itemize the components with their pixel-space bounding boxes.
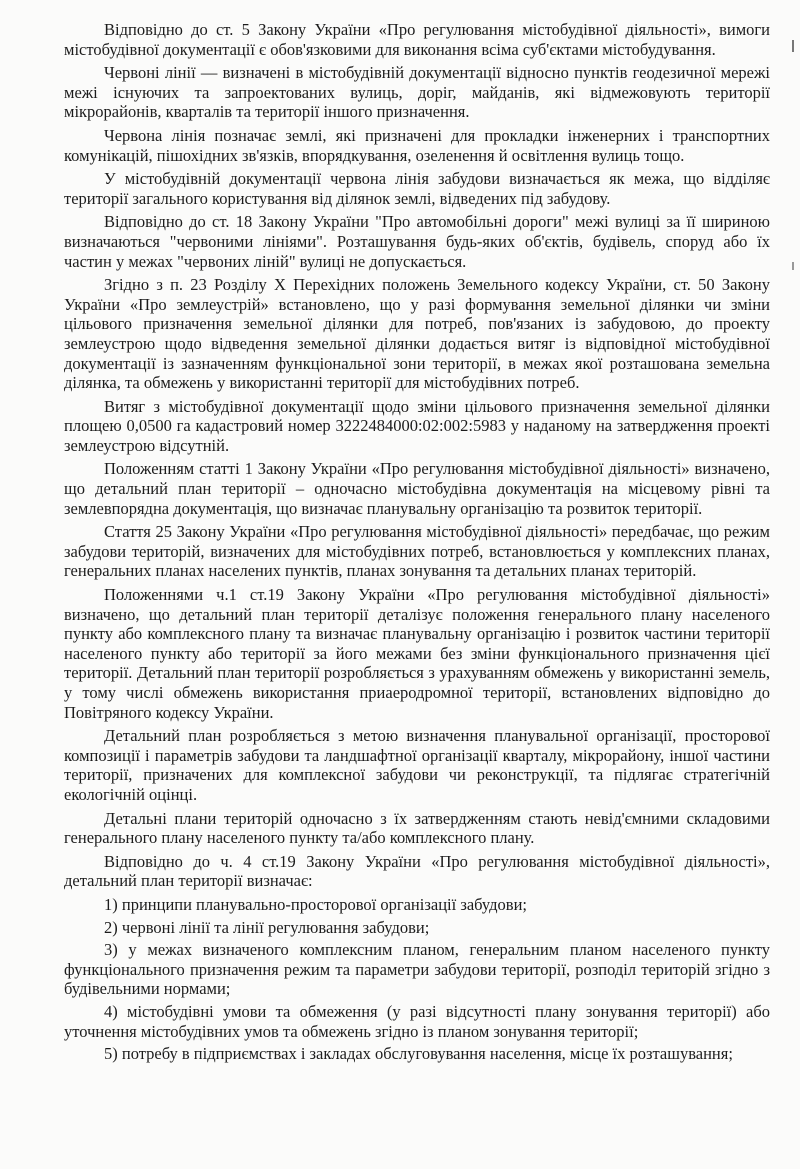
list-item: 4) містобудівні умови та обмеження (у разі відсутності плану зонування території) або уточнення містобудівних умов та обмежень згідно із планом зонування території; <box>64 1001 770 1041</box>
list-item: 5) потребу в підприємствах і закладах обслуговування населення, місце їх розташування; <box>104 1044 733 1064</box>
paragraph: Стаття 25 Закону України «Про регулювання містобудівної діяльності» передбачає, що режим забудови територій, визначених для містобудівних потреб, встановлюється у комплексних планах, генеральних планах населених пунктів, планах зонування та детальних планах територій. <box>64 522 770 581</box>
paragraph: Положенням статті 1 Закону України «Про регулювання містобудівної діяльності» визначено, що детальний план території – одночасно містобудівна документація на місцевому рівні та землевпорядна документація, що визначає планувальну організацію та розвиток території. <box>64 459 770 518</box>
scan-edge-mark <box>792 40 794 52</box>
list-item: 2) червоні лінії та лінії регулювання забудови; <box>104 917 430 937</box>
paragraph: Червоні лінії — визначені в містобудівній документації відносно пунктів геодезичної мережі межі існуючих та запроектованих вулиць, доріг, майданів, які відмежовують території мікрорайонів, кварталів та території іншого призначення. <box>64 63 770 122</box>
paragraph: Відповідно до ст. 18 Закону України "Про автомобільні дороги" межі вулиці за її шириною визначаються "червоними лініями". Розташування будь-яких об'єктів, будівель, споруд або їх частин у межах "червоних ліній" вулиці не допускається. <box>64 212 770 271</box>
paragraph: Відповідно до ст. 5 Закону України «Про регулювання містобудівної діяльності», вимоги містобудівної документації є обов'язковими для виконання всіма суб'єктами містобудування. <box>64 20 770 59</box>
paragraph: У містобудівній документації червона лінія забудови визначається як межа, що відділяє території загального користування від ділянок землі, відведених під забудову. <box>64 169 770 208</box>
paragraph: Детальний план розробляється з метою визначення планувальної організації, просторової композиції і параметрів забудови та ландшафтної організації кварталу, мікрорайону, іншої частини території, призначених для комплексної забудови чи реконструкції, та підлягає стратегічній екологічній оцінці. <box>64 726 770 804</box>
paragraph: Детальні плани територій одночасно з їх затвердженням стають невід'ємними складовими генерального плану населеного пункту та/або комплексного плану. <box>64 808 770 848</box>
list-item: 1) принципи планувально-просторової організації забудови; <box>104 894 527 914</box>
list-item: 3) у межах визначеного комплексним планом, генеральним планом населеного пункту функціонального призначення режим та параметри забудови території, розподіл територій згідно з будівельними нормами; <box>64 940 770 999</box>
paragraph: Положеннями ч.1 ст.19 Закону України «Про регулювання містобудівної діяльності» визначено, що детальний план території деталізує положення генерального плану населеного пункту або комплексного плану та визначає планувальну організацію і розвиток частини території населеного пункту або території за його межами без зміни функціонального призначення цієї території. Детальний план території розробляється з урахуванням обмежень у використанні земель, у тому числі обмежень використання приаеродромної території, встановлених відповідно до Повітряного кодексу України. <box>64 585 770 722</box>
paragraph: Згідно з п. 23 Розділу X Перехідних положень Земельного кодексу України, ст. 50 Закону України «Про землеустрій» встановлено, що у разі формування земельної ділянки чи зміни цільового призначення земельної ділянки для потреб, пов'язаних із забудовою, до проекту землеустрою щодо відведення земельної ділянки додається витяг із відповідної містобудівної документації із зазначенням функціональної зони території, в межах якої розташована земельна ділянка, та обмежень у використанні території для містобудівних потреб. <box>64 275 770 393</box>
paragraph: Витяг з містобудівної документації щодо зміни цільового призначення земельної ділянки площею 0,0500 га кадастровий номер 3222484000:02:002:5983 у наданому на затвердження проекті землеустрою відсутній. <box>64 396 770 455</box>
paragraph: Відповідно до ч. 4 ст.19 Закону України «Про регулювання містобудівної діяльності», детальний план території визначає: <box>64 851 770 891</box>
paragraph: Червона лінія позначає землі, які призначені для прокладки інженерних і транспортних комунікацій, пішохідних зв'язків, впорядкування, озеленення й освітлення вулиць тощо. <box>64 125 770 165</box>
scan-edge-mark <box>792 262 794 270</box>
